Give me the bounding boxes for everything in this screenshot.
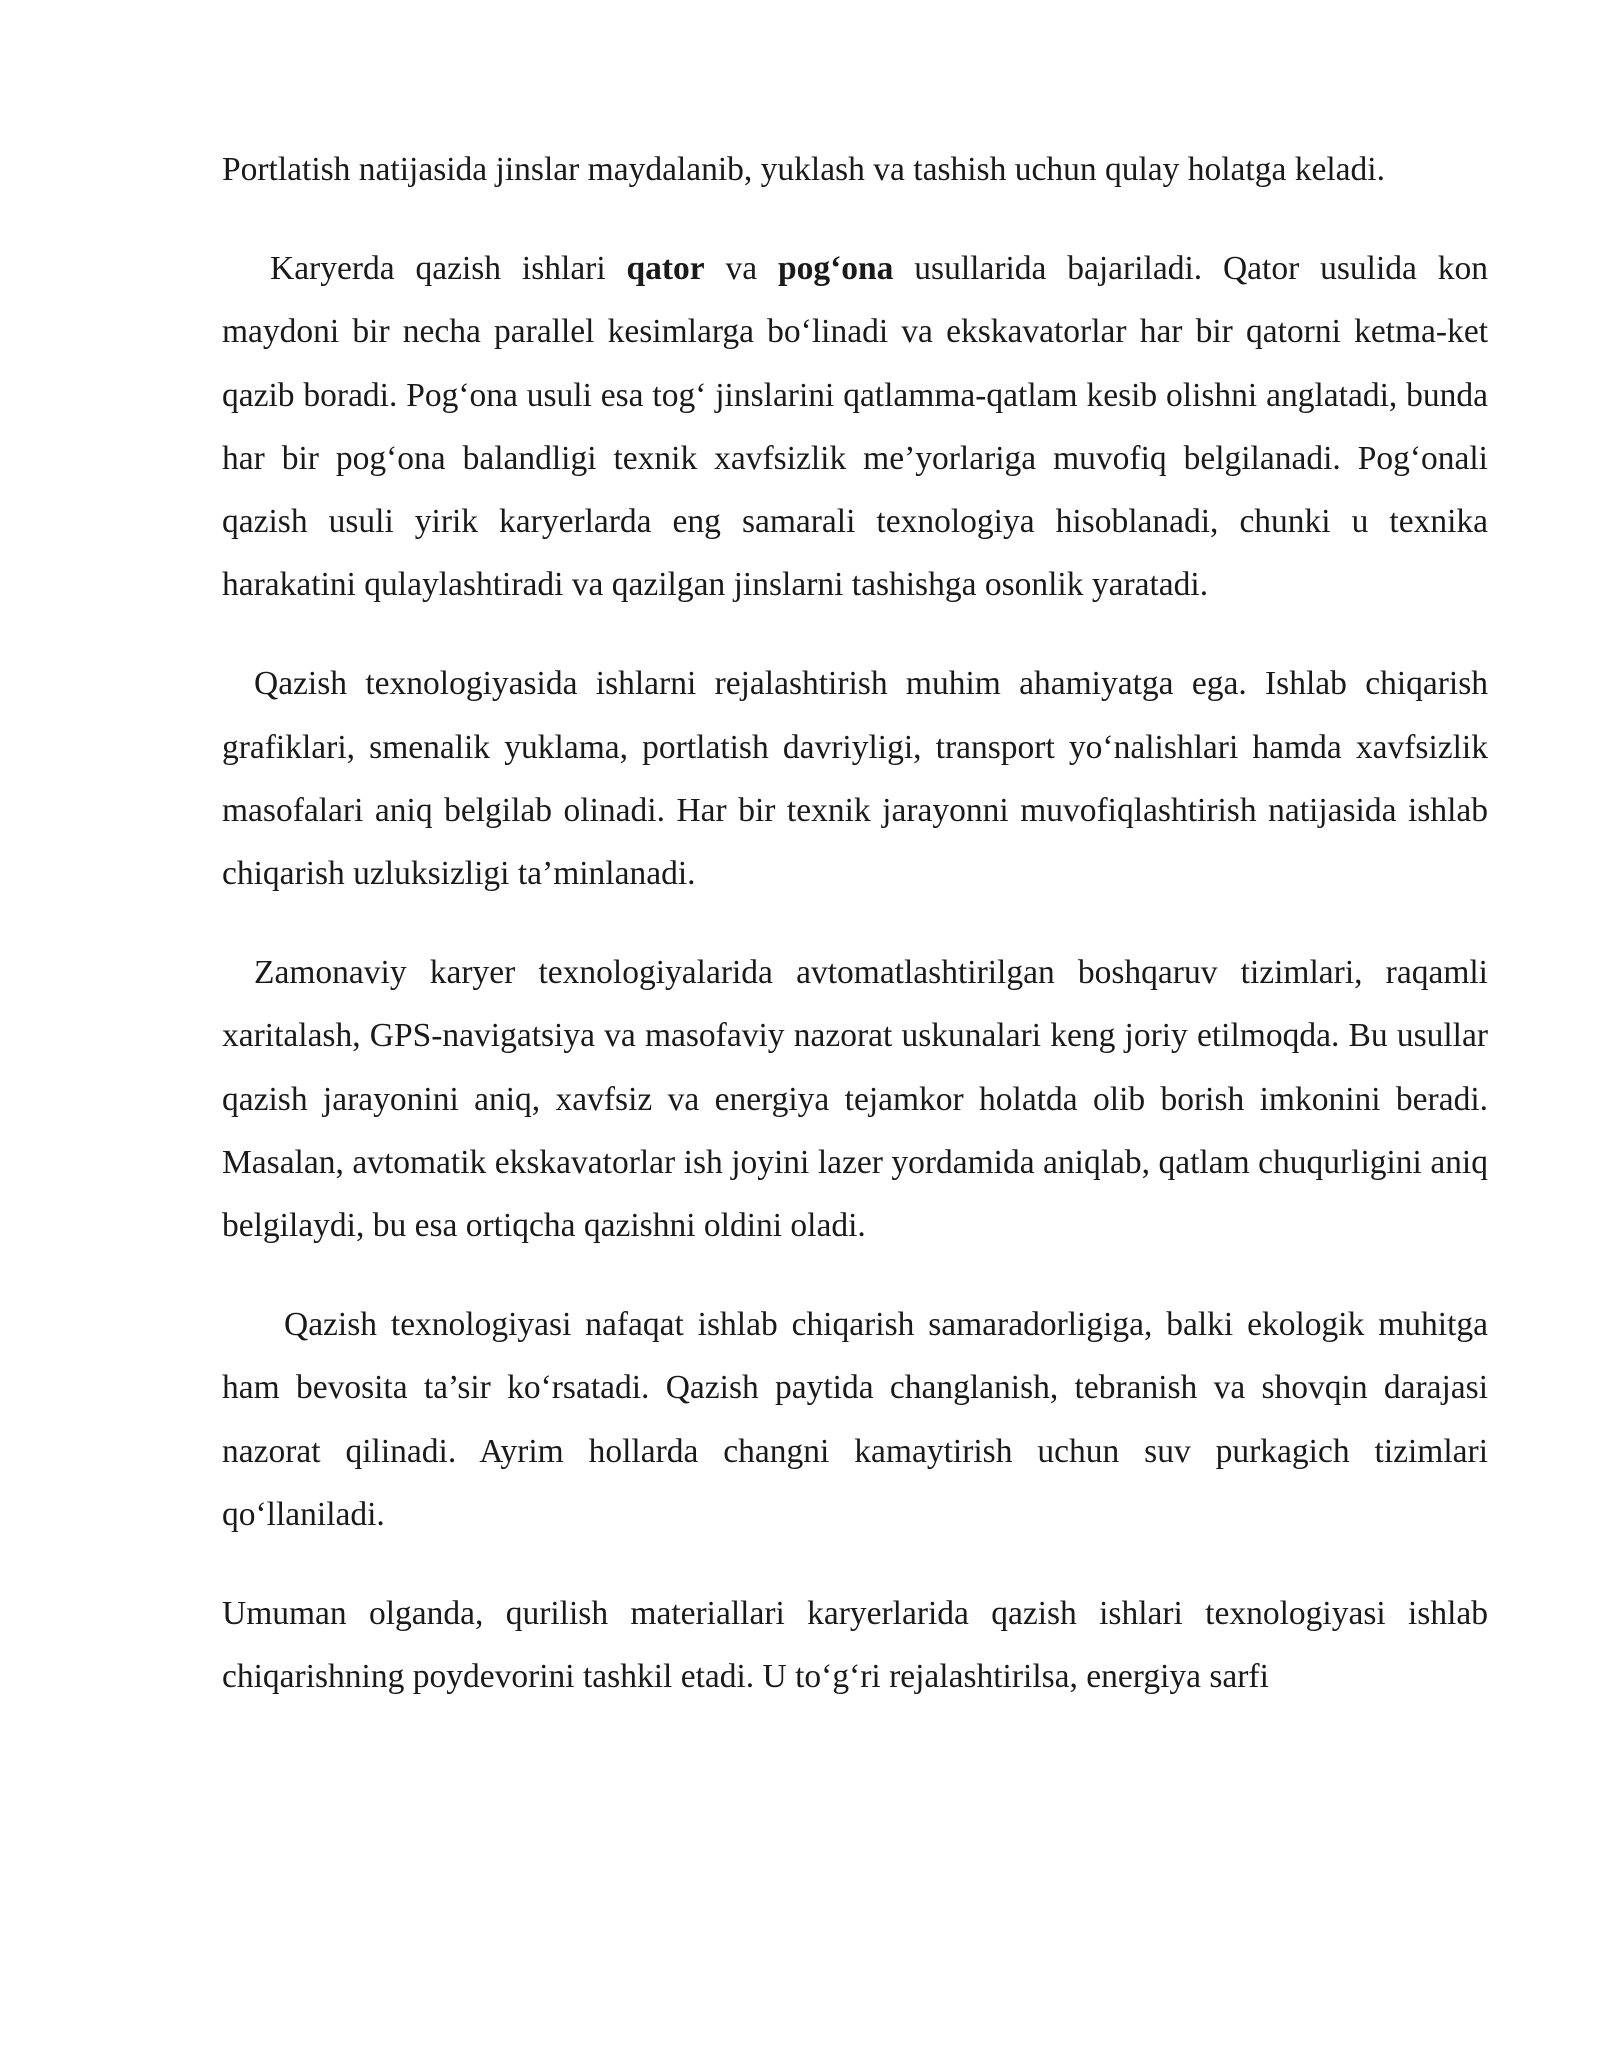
- paragraph-2-text-start: Karyerda qazish ishlari: [270, 250, 627, 288]
- document-page: [222, 138, 1488, 1744]
- paragraph-2: [222, 237, 1488, 616]
- bold-term-qator: qator: [626, 250, 705, 288]
- paragraph-2-text-end: usullarida bajariladi. Qator usulida kon maydoni bir necha parallel kesimlarga bo‘linadi va ekskavatorlar har bir qatorni ketma-ket qazib boradi. Pog‘ona usuli esa tog‘ jinslarini qatlamma-qatlam kesib olishni anglatadi, bunda har bir pog‘ona balandligi texnik xavfsizlik me’yorlariga muvofiq belgilanadi. Pog‘onali qazish usuli yirik karyerlarda eng samarali texnologiya hisoblanadi, chunki u texnika harakatini qulaylashtiradi va qazilgan jinslarni tashishga osonlik yaratadi.: [222, 250, 1488, 604]
- paragraph-4: Zamonaviy karyer texnologiyalarida avtomatlashtirilgan boshqaruv tizimlari, raqamli xaritalash, GPS-navigatsiya va masofaviy nazorat uskunalari keng joriy etilmoqda. Bu usullar qazish jarayonini aniq, xavfsiz va energiya tejamkor holatda olib borish imkonini beradi. Masalan, avtomatik ekskavatorlar ish joyini lazer yordamida aniqlab, qatlam chuqurligini aniq belgilaydi, bu esa ortiqcha qazishni oldini oladi.: [222, 954, 1488, 1245]
- paragraph-2-text-between: va: [704, 250, 779, 288]
- paragraph-5: Qazish texnologiyasi nafaqat ishlab chiqarish samaradorligiga, balki ekologik muhitga ham bevosita ta’sir ko‘rsatadi. Qazish paytida changlanish, tebranish va shovqin darajasi nazorat qilinadi. Ayrim hollarda changni kamaytirish uchun suv purkagich tizimlari qo‘llaniladi.: [222, 1306, 1488, 1533]
- paragraph-6: Umuman olganda, qurilish materiallari karyerlarida qazish ishlari texnologiyasi ishlab chiqarishning poydevorini tashkil etadi. U to‘g‘ri rejalashtirilsa, energiya sarfi: [222, 1595, 1488, 1696]
- bold-term-pogona: pog‘ona: [778, 250, 894, 288]
- paragraph-1: Portlatish natijasida jinslar maydalanib, yuklash va tashish uchun qulay holatga keladi.: [222, 151, 1385, 188]
- paragraph-3: Qazish texnologiyasida ishlarni rejalashtirish muhim ahamiyatga ega. Ishlab chiqarish grafiklari, smenalik yuklama, portlatish davriyligi, transport yo‘nalishlari hamda xavfsizlik masofalari aniq belgilab olinadi. Har bir texnik jarayonni muvofiqlashtirish natijasida ishlab chiqarish uzluksizligi ta’minlanadi.: [222, 665, 1488, 893]
